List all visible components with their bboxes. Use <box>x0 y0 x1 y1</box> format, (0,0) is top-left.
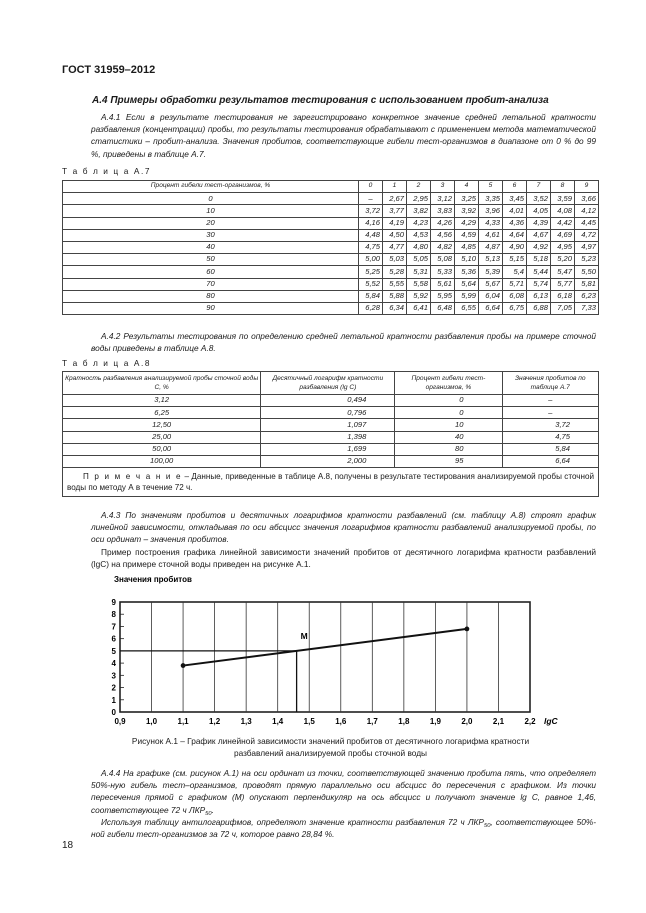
table-cell: 5,55 <box>383 278 407 290</box>
table-cell: 4,08 <box>551 205 575 217</box>
table-cell: 50,00 <box>63 443 261 455</box>
table-a7-col-header: 1 <box>383 181 407 193</box>
y-tick-label: 5 <box>111 646 116 656</box>
table-a8-col-header: Кратность разбавления анализируемой пробы сточной воды С, % <box>63 372 261 395</box>
table-row <box>63 193 599 205</box>
table-cell: 5,58 <box>407 278 431 290</box>
table-row <box>63 241 599 253</box>
standard-header: ГОСТ 31959–2012 <box>62 64 156 76</box>
table-cell: 4,33 <box>479 217 503 229</box>
table-cell: 4,45 <box>575 217 599 229</box>
table-row <box>63 254 599 266</box>
p5-subscript: 50 <box>205 810 212 817</box>
table-cell: 3,72 <box>502 419 599 431</box>
table-row <box>63 217 599 229</box>
table-cell: 5,33 <box>431 266 455 278</box>
table-a8-header-row <box>63 372 599 395</box>
table-row <box>63 302 599 314</box>
table-cell: 5,20 <box>551 254 575 266</box>
table-cell: 3,59 <box>551 193 575 205</box>
table-cell: 3,83 <box>431 205 455 217</box>
table-cell: 4,75 <box>359 241 383 253</box>
table-cell: 6,48 <box>431 302 455 314</box>
table-cell: 4,59 <box>455 229 479 241</box>
y-tick-label: 0 <box>111 708 116 717</box>
table-cell: 5,84 <box>359 290 383 302</box>
table-cell: 2,67 <box>383 193 407 205</box>
table-cell: 6,64 <box>502 455 599 467</box>
table-cell: 4,82 <box>431 241 455 253</box>
table-cell: 40 <box>395 431 502 443</box>
table-cell: 1,398 <box>261 431 395 443</box>
series-line <box>183 629 467 666</box>
data-point <box>465 626 470 631</box>
table-cell: 10 <box>395 419 502 431</box>
x-tick-label: 1,6 <box>335 717 347 726</box>
x-tick-label: 1,0 <box>145 717 158 726</box>
table-cell: 4,23 <box>407 217 431 229</box>
table-a7-row-header: 20 <box>63 217 359 229</box>
x-tick-label: 0,9 <box>114 717 126 726</box>
y-tick-label: 4 <box>111 659 116 669</box>
table-cell: 4,29 <box>455 217 479 229</box>
x-tick-label: 2,2 <box>524 717 536 726</box>
table-cell: 4,77 <box>383 241 407 253</box>
table-a7-row-header: 60 <box>63 266 359 278</box>
table-a7-row-header: 50 <box>63 254 359 266</box>
x-tick-label: 2,1 <box>492 717 505 726</box>
table-cell: 4,85 <box>455 241 479 253</box>
table-row <box>63 455 599 467</box>
table-cell: 2,95 <box>407 193 431 205</box>
table-row <box>63 419 599 431</box>
table-cell: 3,82 <box>407 205 431 217</box>
table-cell: 0 <box>395 407 502 419</box>
paragraph-a43 <box>91 509 596 546</box>
table-cell: 6,04 <box>479 290 503 302</box>
table-cell: 5,03 <box>383 254 407 266</box>
table-cell: 5,23 <box>575 254 599 266</box>
table-a7-col-header: 7 <box>527 181 551 193</box>
table-cell: 6,08 <box>503 290 527 302</box>
table-cell: 5,39 <box>479 266 503 278</box>
table-cell: 3,35 <box>479 193 503 205</box>
paragraph-a43-text: А.4.3 По значениям пробитов и десятичных логарифмов кратности разбавлений (см. таблицу А.8) строят график линейной зависимости, откладывая по оси абсцисс значения логарифмов кратности разбавлений анализируемой пробы, по оси ординат – значения пробитов. <box>91 510 596 545</box>
p6-end: , соответствующее 50%-ной гибели тест-организмов за 72 ч, которое равно 28,84 %. <box>91 816 596 840</box>
table-cell: 5,88 <box>383 290 407 302</box>
table-cell: 4,87 <box>479 241 503 253</box>
table-cell: 1,097 <box>261 419 395 431</box>
x-tick-label: 1,5 <box>303 717 315 726</box>
table-a7-col-header: 3 <box>431 181 455 193</box>
x-tick-label: 1,2 <box>209 717 221 726</box>
table-cell: 5,05 <box>407 254 431 266</box>
table-a7-col-header: 6 <box>503 181 527 193</box>
table-a7-row-header: 40 <box>63 241 359 253</box>
intersection-label: М <box>300 630 308 641</box>
table-cell: 4,97 <box>575 241 599 253</box>
y-tick-label: 6 <box>111 634 116 644</box>
paragraph-a42-text: А.4.2 Результаты тестирования по определению средней летальной кратности разбавления пробы на примере сточной воды приведены в таблице А.8. <box>91 331 596 354</box>
y-tick-label: 3 <box>111 671 116 681</box>
table-cell: 5,4 <box>503 266 527 278</box>
table-cell: 6,18 <box>551 290 575 302</box>
table-cell: – <box>502 395 599 407</box>
figure-caption-line2: разбавлений анализируемой пробы сточной воды <box>233 748 428 758</box>
x-axis-label: lgС <box>544 716 558 726</box>
table-cell: 4,95 <box>551 241 575 253</box>
table-row <box>63 266 599 278</box>
table-a7-first-header: Процент гибели тест-организмов, % <box>63 181 359 193</box>
y-tick-label: 9 <box>111 598 116 607</box>
table-a7-header-row <box>63 181 599 193</box>
table-cell: 3,66 <box>575 193 599 205</box>
figure-caption <box>62 735 599 759</box>
table-a7 <box>62 180 599 315</box>
note-text: – Данные, приведенные в таблице А.8, получены в результате тестирования анализируемой пробы сточной воды по методу А в течение 72 ч. <box>67 472 594 493</box>
table-cell: 0,796 <box>261 407 395 419</box>
table-a7-row-header: 90 <box>63 302 359 314</box>
y-axis-label: Значения пробитов <box>114 575 192 584</box>
table-cell: 5,47 <box>551 266 575 278</box>
y-tick-label: 8 <box>111 610 116 620</box>
table-row <box>63 205 599 217</box>
x-tick-label: 1,8 <box>398 717 410 726</box>
table-cell: 4,48 <box>359 229 383 241</box>
table-cell: 2,000 <box>261 455 395 467</box>
table-cell: 4,16 <box>359 217 383 229</box>
table-cell: 4,36 <box>503 217 527 229</box>
table-cell: 6,88 <box>527 302 551 314</box>
paragraph-a42 <box>91 330 596 354</box>
table-a8-col-header: Процент гибели тест-организмов, % <box>395 372 502 395</box>
table-cell: 5,50 <box>575 266 599 278</box>
p6-main: Используя таблицу антилогарифмов, определяют значение кратности разбавления 72 ч ЛКР <box>101 816 484 827</box>
table-a7-col-header: 8 <box>551 181 575 193</box>
table-cell: 6,13 <box>527 290 551 302</box>
table-cell: 3,77 <box>383 205 407 217</box>
table-a7-col-header: 9 <box>575 181 599 193</box>
table-row <box>63 395 599 407</box>
table-cell: 3,72 <box>359 205 383 217</box>
table-cell: 7,33 <box>575 302 599 314</box>
table-a7-label: Т а б л и ц а А.7 <box>62 166 152 176</box>
table-row <box>63 278 599 290</box>
table-a8 <box>62 371 599 497</box>
p5-main: А.4.4 На графике (см. рисунок А.1) на оси ординат из точки, соответствующей значению пробита пять, что определяет 50%-ную гибель тест–организмов, проводят прямую параллельно оси абсцисс до пересечения с графиком. Из точки пересечения прямой с графиком (М) опускают перпендикуляр на ось абсцисс и получают значение lg С, равное 1,46, соответствующее 72 ч ЛКР <box>91 768 596 815</box>
table-cell: 5,10 <box>455 254 479 266</box>
table-cell: 6,64 <box>479 302 503 314</box>
table-cell: 4,19 <box>383 217 407 229</box>
table-cell: 5,08 <box>431 254 455 266</box>
table-cell: 5,52 <box>359 278 383 290</box>
table-cell: 5,31 <box>407 266 431 278</box>
x-tick-label: 1,3 <box>240 717 252 726</box>
page-number: 18 <box>62 840 74 851</box>
table-cell: 4,26 <box>431 217 455 229</box>
table-a7-col-header: 0 <box>359 181 383 193</box>
table-cell: 4,42 <box>551 217 575 229</box>
table-cell: 5,64 <box>455 278 479 290</box>
x-tick-label: 1,9 <box>429 717 441 726</box>
table-cell: 5,74 <box>527 278 551 290</box>
table-cell: 0 <box>395 395 502 407</box>
table-cell: 4,92 <box>527 241 551 253</box>
table-row <box>63 229 599 241</box>
table-cell: 100,00 <box>63 455 261 467</box>
table-cell: 5,18 <box>527 254 551 266</box>
table-cell: 6,55 <box>455 302 479 314</box>
x-tick-label: 2,0 <box>461 717 473 726</box>
paragraph-a44-text <box>91 767 596 816</box>
table-a8-col-header: Значения пробитов по таблице А.7 <box>502 372 599 395</box>
table-cell: 3,25 <box>455 193 479 205</box>
table-cell: 5,71 <box>503 278 527 290</box>
table-cell: 5,84 <box>502 443 599 455</box>
table-cell: 5,28 <box>383 266 407 278</box>
table-cell: 1,699 <box>261 443 395 455</box>
table-cell: 6,75 <box>503 302 527 314</box>
table-row <box>63 407 599 419</box>
figure-caption-line1: Рисунок А.1 – График линейной зависимости значений пробитов от десятичного логарифма кратности <box>131 736 530 746</box>
table-cell: 4,01 <box>503 205 527 217</box>
table-a7-body <box>63 193 599 315</box>
table-cell: – <box>359 193 383 205</box>
probit-chart <box>100 572 560 732</box>
table-cell: 4,50 <box>383 229 407 241</box>
p6-subscript: 50 <box>483 822 491 829</box>
x-tick-label: 1,7 <box>366 717 378 726</box>
table-a8-col-header: Десятичный логарифм кратности разбавления (lg С) <box>261 372 395 395</box>
table-a8-note-row <box>63 468 599 497</box>
table-cell: 12,50 <box>63 419 261 431</box>
table-cell: 0,494 <box>261 395 395 407</box>
table-cell: 5,99 <box>455 290 479 302</box>
paragraph-example <box>91 546 596 570</box>
note-label: П р и м е ч а н и е <box>83 472 183 482</box>
table-cell: 4,72 <box>575 229 599 241</box>
table-cell: 3,12 <box>431 193 455 205</box>
table-cell: 4,80 <box>407 241 431 253</box>
table-a7-col-header: 5 <box>479 181 503 193</box>
table-row <box>63 290 599 302</box>
paragraph-a41-text: А.4.1 Если в результате тестирования не зарегистрировано конкретное значение средней летальной кратности разбавления (концентрации) пробы, то результаты тестирования обрабатывают с применением метода математической статистики – пробит-анализа. Значения пробитов, соответствующие гибели тест-организмов в диапазоне от 0 % до 99 %, приведены в таблице А.7. <box>91 112 596 159</box>
y-tick-label: 2 <box>111 683 116 693</box>
table-a7-col-header: 2 <box>407 181 431 193</box>
table-cell: 5,13 <box>479 254 503 266</box>
paragraph-example-text: Пример построения графика линейной зависимости значений пробитов от десятичного логарифма кратности разбавлений (lgС) на примере сточной воды приведен на рисунке А.1. <box>91 547 596 570</box>
x-tick-label: 1,1 <box>177 717 189 726</box>
table-cell: 4,39 <box>527 217 551 229</box>
table-cell: 4,69 <box>551 229 575 241</box>
table-cell: 3,12 <box>63 395 261 407</box>
table-a7-row-header: 80 <box>63 290 359 302</box>
table-a8-note <box>63 468 599 497</box>
table-cell: 80 <box>395 443 502 455</box>
paragraph-antilog-text <box>91 816 596 840</box>
table-cell: 5,00 <box>359 254 383 266</box>
table-cell: 5,15 <box>503 254 527 266</box>
table-row <box>63 431 599 443</box>
section-title: А.4 Примеры обработки результатов тестирования с использованием пробит-анализа <box>92 95 549 106</box>
table-cell: 6,25 <box>63 407 261 419</box>
table-cell: 25,00 <box>63 431 261 443</box>
table-cell: 6,23 <box>575 290 599 302</box>
table-cell: 4,75 <box>502 431 599 443</box>
table-a8-body <box>63 395 599 468</box>
table-cell: 5,77 <box>551 278 575 290</box>
table-cell: 4,05 <box>527 205 551 217</box>
x-tick-label: 1,4 <box>272 717 284 726</box>
y-tick-label: 7 <box>111 622 116 632</box>
paragraph-a44 <box>91 767 596 840</box>
table-cell: 6,34 <box>383 302 407 314</box>
y-tick-label: 1 <box>111 695 116 705</box>
table-cell: 3,96 <box>479 205 503 217</box>
table-cell: 95 <box>395 455 502 467</box>
table-cell: 4,67 <box>527 229 551 241</box>
table-a7-row-header: 0 <box>63 193 359 205</box>
table-cell: 4,12 <box>575 205 599 217</box>
table-cell: 3,92 <box>455 205 479 217</box>
table-cell: 5,81 <box>575 278 599 290</box>
table-cell: 5,61 <box>431 278 455 290</box>
table-cell: 7,05 <box>551 302 575 314</box>
table-cell: 4,90 <box>503 241 527 253</box>
table-cell: 3,45 <box>503 193 527 205</box>
table-cell: 5,67 <box>479 278 503 290</box>
table-cell: 6,41 <box>407 302 431 314</box>
table-cell: 5,36 <box>455 266 479 278</box>
table-cell: 5,92 <box>407 290 431 302</box>
table-a7-col-header: 4 <box>455 181 479 193</box>
table-cell: 4,61 <box>479 229 503 241</box>
table-cell: 4,53 <box>407 229 431 241</box>
table-cell: – <box>502 407 599 419</box>
p5-end: . <box>211 804 214 815</box>
table-cell: 5,44 <box>527 266 551 278</box>
table-cell: 4,64 <box>503 229 527 241</box>
table-cell: 6,28 <box>359 302 383 314</box>
table-a7-row-header: 10 <box>63 205 359 217</box>
paragraph-a41 <box>91 111 596 160</box>
table-cell: 5,95 <box>431 290 455 302</box>
data-point <box>181 663 186 668</box>
table-a8-label: Т а б л и ц а А.8 <box>62 358 152 368</box>
table-a7-row-header: 70 <box>63 278 359 290</box>
plot-frame <box>120 602 530 712</box>
table-cell: 3,52 <box>527 193 551 205</box>
table-cell: 5,25 <box>359 266 383 278</box>
table-row <box>63 443 599 455</box>
table-cell: 4,56 <box>431 229 455 241</box>
table-a7-row-header: 30 <box>63 229 359 241</box>
